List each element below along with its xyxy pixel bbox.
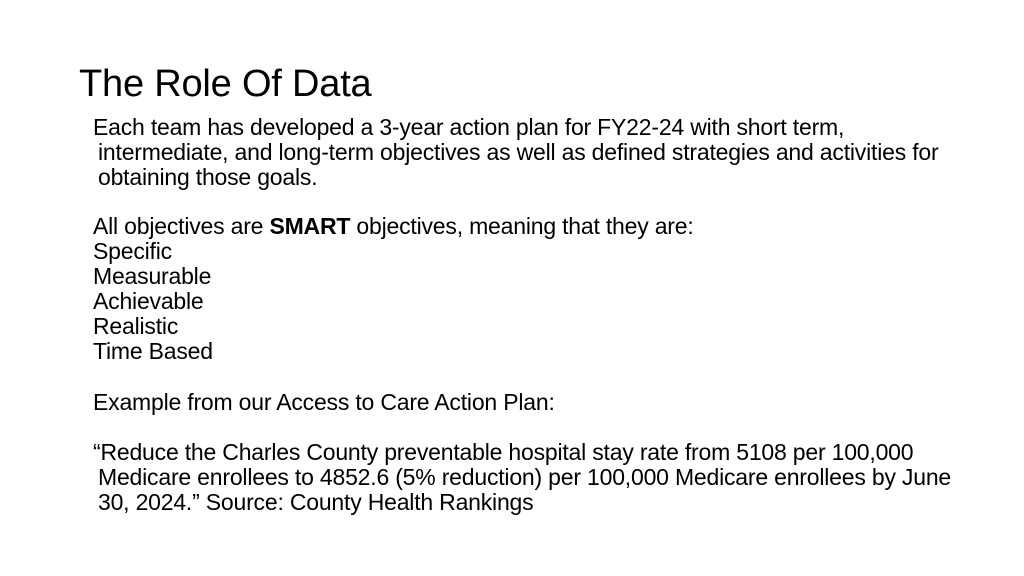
smart-item-specific: Specific [93, 238, 172, 264]
smart-suffix: objectives, meaning that they are: [350, 213, 694, 239]
smart-item-realistic: Realistic [93, 313, 179, 339]
example-heading: Example from our Access to Care Action Plan: [93, 389, 555, 415]
smart-section [93, 214, 953, 364]
example-quote: “Reduce the Charles County preventable hospital stay rate from 5108 per 100,000 Medicare enrollees to 4852.6 (5% reduction) per 100,000 Medicare enrollees by June 30, 2024.” Source: County Health Rankings [93, 439, 952, 515]
smart-criteria-list [93, 239, 953, 364]
smart-item-achievable: Achievable [93, 288, 204, 314]
slide-title: The Role Of Data [79, 63, 372, 105]
smart-intro-line [93, 214, 953, 239]
smart-item-measurable: Measurable [93, 263, 212, 289]
intro-paragraph: Each team has developed a 3-year action plan for FY22-24 with short term, intermediate, and long-term objectives as well as defined strategies and activities for obtaining those goals. [93, 114, 939, 190]
smart-keyword: SMART [269, 213, 351, 239]
smart-item-time-based: Time Based [93, 338, 213, 364]
smart-prefix: All objectives are [93, 213, 270, 239]
